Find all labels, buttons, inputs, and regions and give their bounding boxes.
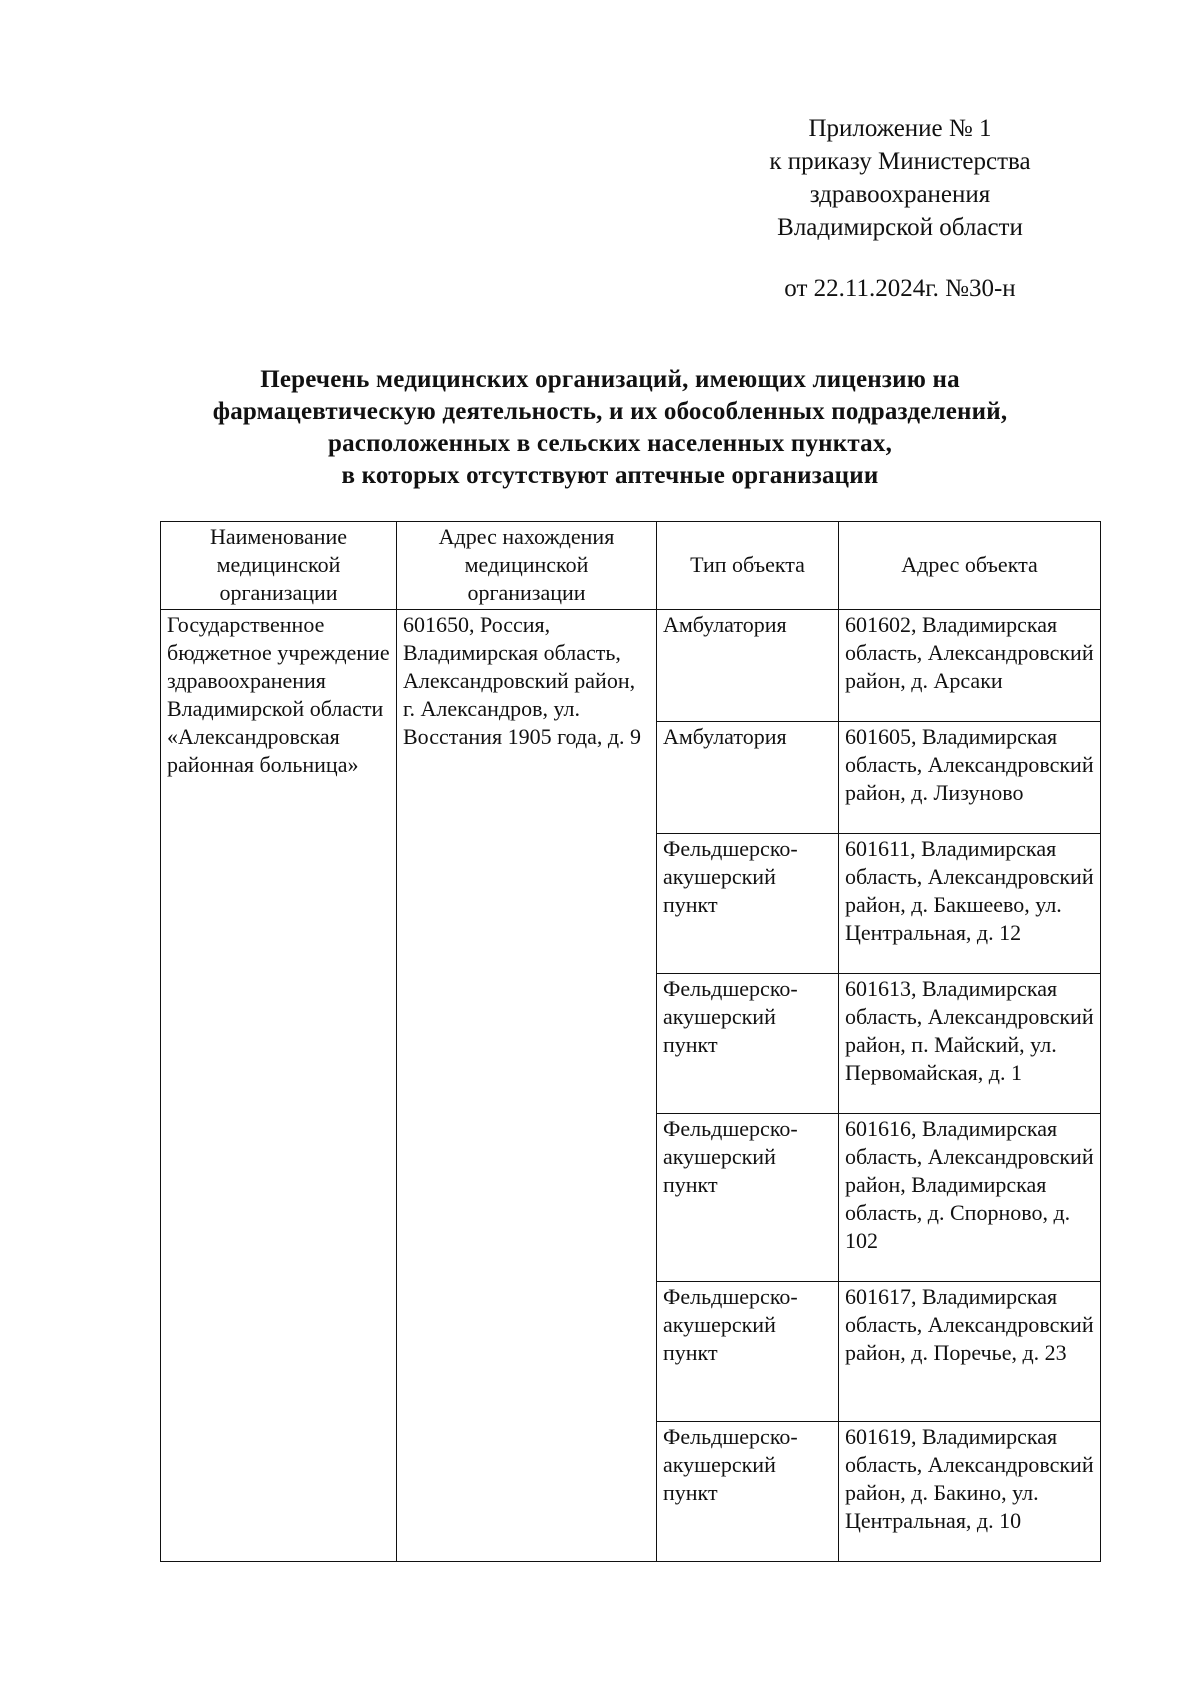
object-type: Фельдшерско-акушерский пункт: [657, 834, 839, 974]
organization-name: Государственное бюджетное учреждение здравоохранения Владимирской области «Александровская районная больница»: [161, 610, 397, 1562]
title-line: в которых отсутствуют аптечные организации: [341, 462, 879, 489]
table-header-row: [161, 522, 1101, 610]
object-type: Фельдшерско-акушерский пункт: [657, 1114, 839, 1282]
appendix-number: Приложение № 1: [808, 115, 992, 142]
object-type: Фельдшерско-акушерский пункт: [657, 1422, 839, 1562]
object-address: 601619, Владимирская область, Александровский район, д. Бакино, ул. Центральная, д. 10: [839, 1422, 1101, 1562]
organizations-table: [160, 521, 1101, 1562]
object-address: 601613, Владимирская область, Александровский район, п. Майский, ул. Первомайская, д. 1: [839, 974, 1101, 1114]
header-object-type: Тип объекта: [657, 522, 839, 610]
object-type: Фельдшерско-акушерский пункт: [657, 974, 839, 1114]
appendix-order-ref: к приказу Министерства: [769, 148, 1031, 175]
object-address: 601605, Владимирская область, Александровский район, д. Лизуново: [839, 722, 1101, 834]
object-type: Фельдшерско-акушерский пункт: [657, 1282, 839, 1422]
order-date-number: от 22.11.2024г. №30-н: [784, 275, 1016, 302]
organization-address: 601650, Россия, Владимирская область, Александровский район, г. Александров, ул. Восстания 1905 года, д. 9: [397, 610, 657, 1562]
object-type: Амбулатория: [657, 722, 839, 834]
appendix-header: [700, 112, 1100, 305]
header-object-address: Адрес объекта: [839, 522, 1101, 610]
header-org-name: Наименование медицинской организации: [161, 522, 397, 610]
object-address: 601616, Владимирская область, Александровский район, Владимирская область, д. Спорново, д. 102: [839, 1114, 1101, 1282]
title-line: фармацевтическую деятельность, и их обособленных подразделений,: [212, 398, 1008, 425]
object-address: 601602, Владимирская область, Александровский район, д. Арсаки: [839, 610, 1101, 722]
header-org-address: Адрес нахождения медицинской организации: [397, 522, 657, 610]
appendix-region: Владимирской области: [777, 214, 1023, 241]
table-row: [161, 610, 1101, 722]
object-address: 601617, Владимирская область, Александровский район, д. Поречье, д. 23: [839, 1282, 1101, 1422]
object-address: 601611, Владимирская область, Александровский район, д. Бакшеево, ул. Центральная, д. 12: [839, 834, 1101, 974]
title-line: расположенных в сельских населенных пунктах,: [327, 430, 893, 457]
object-type: Амбулатория: [657, 610, 839, 722]
appendix-ministry: здравоохранения: [809, 181, 991, 208]
title-line: Перечень медицинских организаций, имеющих лицензию на: [260, 366, 960, 393]
document-title: [150, 364, 1070, 492]
